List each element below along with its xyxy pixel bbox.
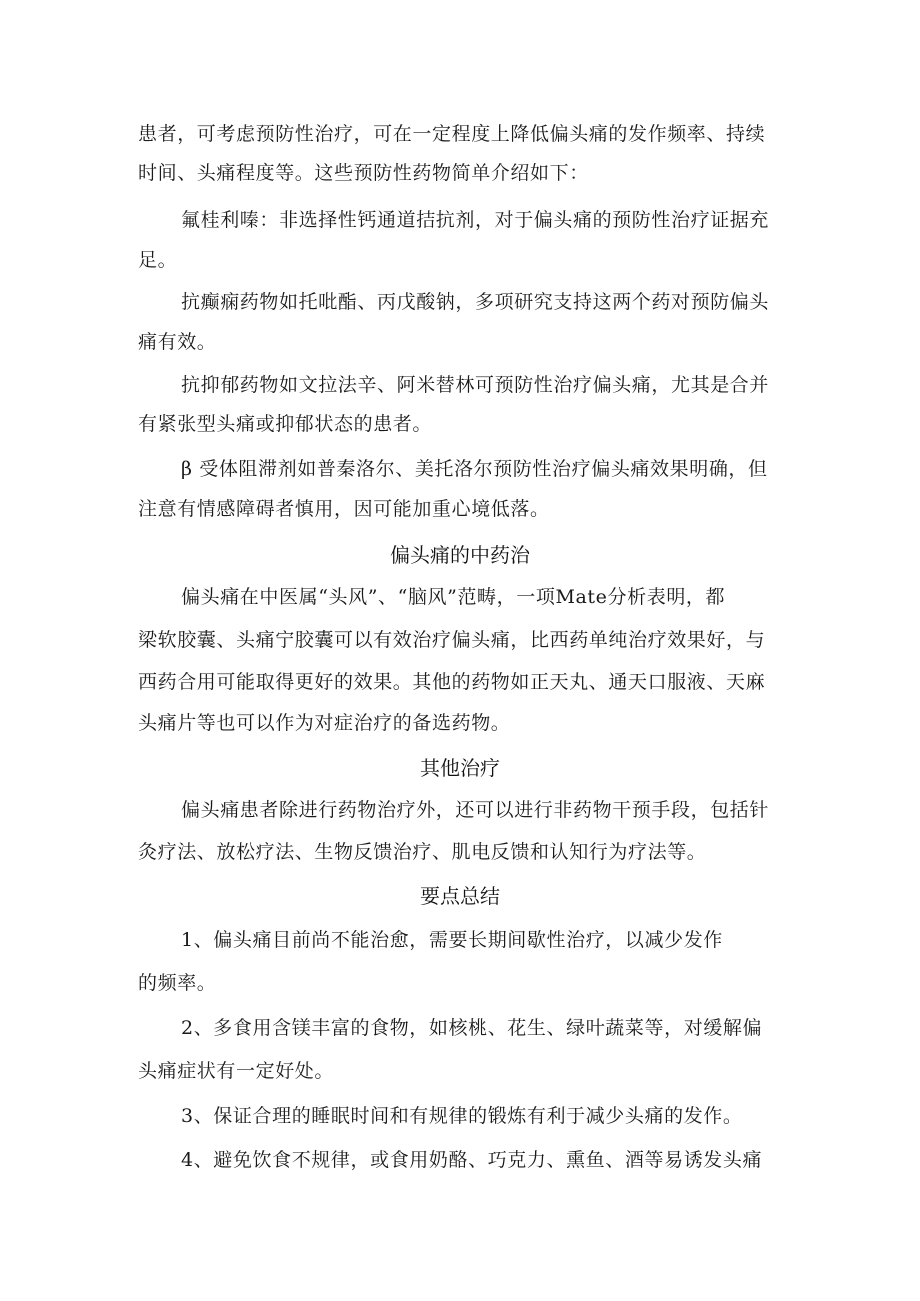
text-line: 1、偏头痛目前尚不能治愈，需要长期间歇性治疗，以减少发作 — [181, 929, 723, 951]
text-line: 头痛症状有一定好处。 — [138, 1060, 335, 1082]
text-line: 足。 — [138, 249, 178, 271]
text-line: 抗癫痫药物如托吡酯、丙戊酸钠，多项研究支持这两个药对预防偏头 — [181, 291, 770, 313]
text-line: 偏头痛在中医属“头风”、“脑风”范畴，一项Mate分析表明，都 — [181, 586, 726, 608]
text-line: 偏头痛患者除进行药物治疗外，还可以进行非药物干预手段，包括针 — [181, 799, 770, 821]
text-line: 注意有情感障碍者慎用，因可能加重心境低落。 — [138, 498, 550, 520]
text-line: 梁软胶囊、头痛宁胶囊可以有效治疗偏头痛，比西药单纯治疗效果好，与 — [138, 629, 766, 651]
section-heading: 偏头痛的中药治 — [390, 543, 530, 567]
text-line: 痛有效。 — [138, 331, 217, 353]
text-line: 氟桂利嗪：非选择性钙通道拮抗剂，对于偏头痛的预防性治疗证据充 — [181, 209, 770, 231]
text-line: 灸疗法、放松疗法、生物反馈治疗、肌电反馈和认知行为疗法等。 — [138, 841, 707, 863]
text-line: 时间、头痛程度等。这些预防性药物简单介绍如下： — [138, 162, 589, 184]
text-line: 3、保证合理的睡眠时间和有规律的锻炼有利于减少头痛的发作。 — [181, 1105, 743, 1127]
text-line: 有紧张型头痛或抑郁状态的患者。 — [138, 413, 433, 435]
text-line: 4、避免饮食不规律，或食用奶酪、巧克力、熏鱼、酒等易诱发头痛 — [181, 1149, 763, 1171]
text-line: 的频率。 — [138, 972, 217, 994]
text-line: 患者，可考虑预防性治疗，可在一定程度上降低偏头痛的发作频率、持续 — [138, 123, 766, 145]
text-line: 西药合用可能取得更好的效果。其他的药物如正天丸、通天口服液、天麻 — [138, 671, 766, 693]
text-line: 头痛片等也可以作为对症治疗的备选药物。 — [138, 712, 511, 734]
text-line: 抗抑郁药物如文拉法辛、阿米替林可预防性治疗偏头痛，尤其是合并 — [181, 374, 770, 396]
section-heading: 要点总结 — [420, 884, 500, 908]
text-line: 2、多食用含镁丰富的食物，如核桃、花生、绿叶蔬菜等，对缓解偏 — [181, 1017, 763, 1039]
text-line: β 受体阻滞剂如普秦洛尔、美托洛尔预防性治疗偏头痛效果明确，但 — [181, 458, 768, 480]
section-heading: 其他治疗 — [420, 756, 500, 780]
